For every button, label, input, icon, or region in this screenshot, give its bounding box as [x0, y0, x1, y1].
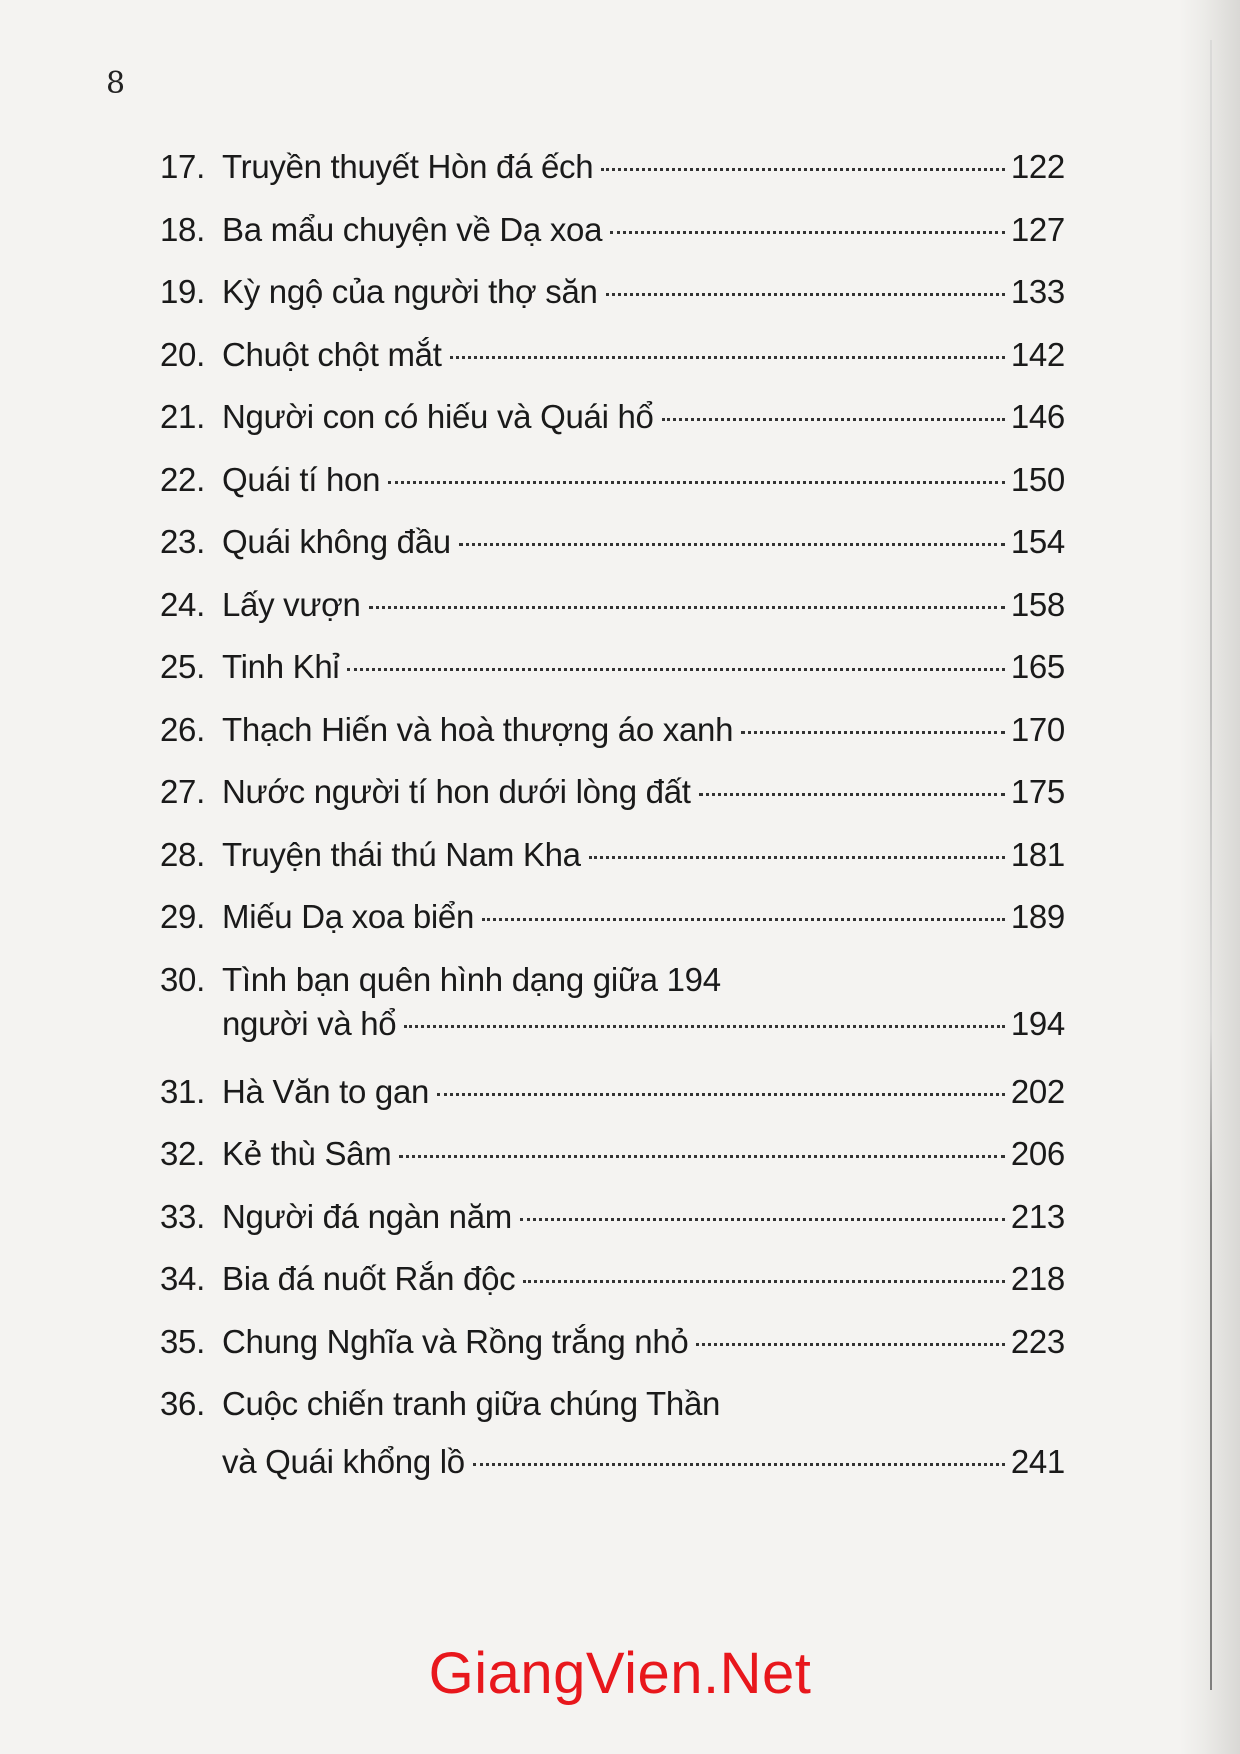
- dot-leader: [606, 293, 1005, 296]
- entry-title: Truyện thái thú Nam Kha: [222, 835, 581, 873]
- entry-number: 17.: [160, 148, 205, 185]
- toc-entry-19[interactable]: [160, 270, 1065, 333]
- toc-entry-30[interactable]: [160, 958, 1065, 1070]
- entry-row-first: [160, 1382, 1065, 1426]
- dot-leader: [696, 1343, 1004, 1346]
- entry-title: Chung Nghĩa và Rồng trắng nhỏ: [222, 1322, 689, 1360]
- entry-title: Kẻ thù Sâm: [222, 1135, 392, 1172]
- toc-entry-25[interactable]: [160, 645, 1065, 708]
- toc-entry-34[interactable]: [160, 1257, 1065, 1320]
- entry-number: 27.: [160, 773, 205, 810]
- toc-entry-31[interactable]: [160, 1070, 1065, 1133]
- table-of-contents: [160, 145, 1065, 1502]
- entry-number: 24.: [160, 585, 205, 623]
- entry-number: 31.: [160, 1072, 205, 1110]
- entry-title: Quái không đầu: [222, 523, 451, 560]
- entry-number: 20.: [160, 335, 205, 373]
- dot-leader: [347, 668, 1004, 671]
- toc-entry-17[interactable]: [160, 145, 1065, 208]
- dot-leader: [610, 231, 1005, 234]
- toc-entry-27[interactable]: [160, 770, 1065, 833]
- entry-title: Tinh Khỉ: [222, 648, 340, 685]
- entry-page: 218: [1010, 1260, 1065, 1297]
- entry-row-second: [160, 1002, 1065, 1046]
- toc-entry-23[interactable]: [160, 520, 1065, 583]
- entry-page: 142: [1010, 335, 1065, 373]
- entry-page: 165: [1010, 648, 1065, 685]
- entry-title: Hà Văn to gan: [222, 1072, 430, 1110]
- toc-entry-22[interactable]: [160, 458, 1065, 521]
- dot-leader: [520, 1218, 1005, 1221]
- entry-title: Kỳ ngộ của người thợ săn: [222, 273, 598, 310]
- entry-title: Quái tí hon: [222, 460, 381, 498]
- toc-entry-24[interactable]: [160, 583, 1065, 646]
- entry-number: 28.: [160, 835, 205, 873]
- entry-page: 133: [1010, 273, 1065, 310]
- dot-leader: [388, 481, 1005, 484]
- watermark-text: GiangVien.Net: [428, 1641, 812, 1706]
- entry-page: 241: [1010, 1443, 1065, 1480]
- entry-title-line2: người và hổ: [222, 1004, 397, 1042]
- entry-page: 170: [1010, 710, 1065, 748]
- entry-title: Truyền thuyết Hòn đá ếch: [222, 148, 594, 185]
- dot-leader: [482, 918, 1005, 921]
- entry-title: Ba mẩu chuyện về Dạ xoa: [222, 210, 603, 248]
- entry-number: 34.: [160, 1260, 205, 1297]
- dot-leader: [589, 856, 1005, 859]
- toc-entry-36[interactable]: [160, 1382, 1065, 1502]
- entry-number: 23.: [160, 523, 205, 560]
- entry-title-line1: Cuộc chiến tranh giữa chúng Thần: [222, 1385, 721, 1422]
- page-number: 8: [106, 66, 126, 101]
- entry-page: 206: [1010, 1135, 1065, 1172]
- toc-entry-28[interactable]: [160, 833, 1065, 896]
- entry-page: 202: [1010, 1072, 1065, 1110]
- dot-leader: [399, 1155, 1004, 1158]
- entry-number: 30.: [160, 960, 205, 998]
- entry-number: 35.: [160, 1322, 205, 1360]
- entry-page: 146: [1010, 398, 1065, 435]
- dot-leader: [437, 1093, 1005, 1096]
- dot-leader: [662, 418, 1005, 421]
- toc-entry-21[interactable]: [160, 395, 1065, 458]
- dot-leader: [699, 793, 1005, 796]
- entry-title: Chuột chột mắt: [222, 335, 442, 373]
- entry-page: 189: [1010, 898, 1065, 935]
- dot-leader: [369, 606, 1005, 609]
- entry-title: Lấy vượn: [222, 585, 361, 623]
- entry-title: Thạch Hiến và hoà thượng áo xanh: [222, 710, 734, 748]
- entry-number: 33.: [160, 1197, 205, 1235]
- entry-title: Người đá ngàn năm: [222, 1197, 512, 1235]
- toc-entry-26[interactable]: [160, 708, 1065, 771]
- entry-page: 122: [1010, 148, 1065, 185]
- toc-entry-32[interactable]: [160, 1132, 1065, 1195]
- entry-page: 213: [1010, 1197, 1065, 1235]
- dot-leader: [741, 731, 1005, 734]
- entry-page: 150: [1010, 460, 1065, 498]
- dot-leader: [601, 168, 1005, 171]
- toc-entry-35[interactable]: [160, 1320, 1065, 1383]
- entry-number: 26.: [160, 710, 205, 748]
- dot-leader: [523, 1280, 1004, 1283]
- entry-page: 194: [1010, 1004, 1065, 1042]
- entry-page: 223: [1010, 1322, 1065, 1360]
- toc-entry-20[interactable]: [160, 333, 1065, 396]
- toc-entry-18[interactable]: [160, 208, 1065, 271]
- entry-number: 22.: [160, 460, 205, 498]
- entry-title-line2: và Quái khổng lồ: [222, 1443, 465, 1480]
- entry-row-first: [160, 958, 1065, 1002]
- entry-row-second: [160, 1440, 1065, 1484]
- entry-number: 29.: [160, 898, 205, 935]
- entry-title: Miếu Dạ xoa biển: [222, 898, 475, 935]
- entry-title: Nước người tí hon dưới lòng đất: [222, 773, 691, 810]
- toc-entry-33[interactable]: [160, 1195, 1065, 1258]
- dot-leader: [404, 1025, 1004, 1028]
- entry-number: 25.: [160, 648, 205, 685]
- entry-title: Bia đá nuốt Rắn độc: [222, 1260, 516, 1297]
- entry-page: 154: [1010, 523, 1065, 560]
- entry-number: 19.: [160, 273, 205, 310]
- dot-leader: [459, 543, 1005, 546]
- entry-number: 32.: [160, 1135, 205, 1172]
- entry-number: 21.: [160, 398, 205, 435]
- entry-page: 181: [1010, 835, 1065, 873]
- entry-number: 36.: [160, 1385, 205, 1422]
- binding-edge-line: [1210, 40, 1212, 1690]
- entry-title-line1: Tình bạn quên hình dạng giữa 194: [222, 960, 721, 998]
- toc-entry-29[interactable]: [160, 895, 1065, 958]
- dot-leader: [450, 356, 1005, 359]
- entry-number: 18.: [160, 210, 205, 248]
- entry-page: 158: [1010, 585, 1065, 623]
- entry-page: 175: [1010, 773, 1065, 810]
- entry-title: Người con có hiếu và Quái hổ: [222, 398, 654, 435]
- dot-leader: [473, 1463, 1005, 1466]
- entry-page: 127: [1010, 210, 1065, 248]
